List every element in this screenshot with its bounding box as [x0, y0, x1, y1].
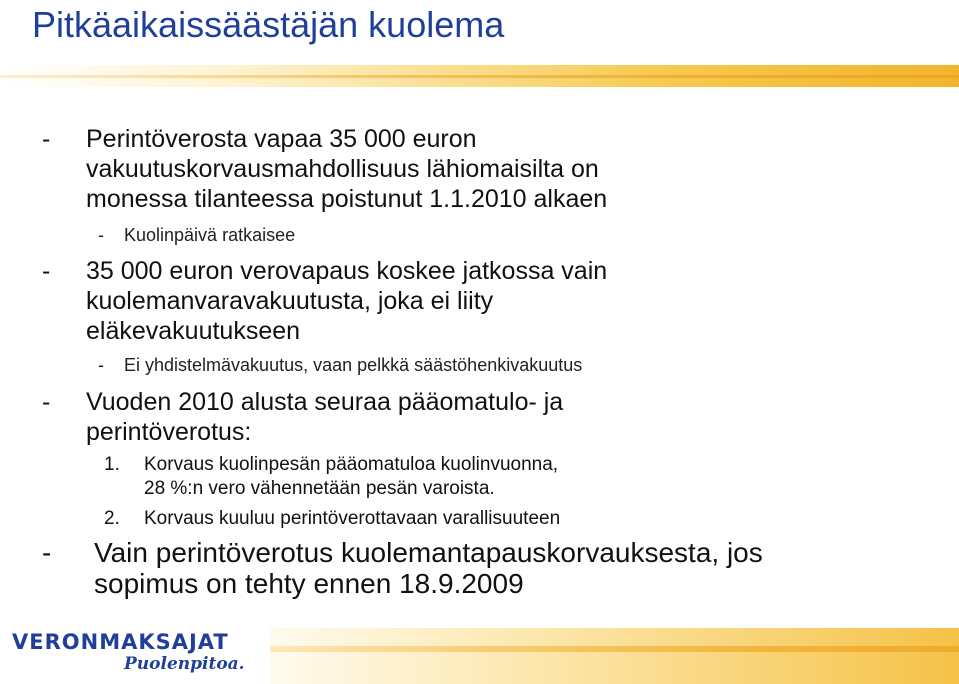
bullet-2-line-3: eläkevakuutukseen: [86, 317, 301, 345]
bullet-2-line-1: 35 000 euron verovapaus koskee jatkossa vain: [86, 257, 608, 285]
numbered-item-1-number: 1.: [104, 454, 120, 475]
numbered-item-2-line-1: Korvaus kuuluu perintöverottavaan varallisuuteen: [144, 508, 561, 529]
slide-title: Pitkäaikaissäästäjän kuolema: [32, 4, 505, 45]
bullet-3-line-2: perintöverotus:: [86, 418, 252, 446]
footer-stripe: [270, 628, 959, 684]
logo-tagline: Puolenpitoa.: [124, 654, 245, 674]
numbered-item-1-line-2: 28 %:n vero vähennetään pesän varoista.: [144, 478, 495, 499]
sub-bullet-dash: -: [98, 355, 104, 375]
veronmaksajat-logo: [12, 630, 262, 680]
bullet-3-line-1: Vuoden 2010 alusta seuraa pääomatulo- ja: [86, 388, 564, 416]
bullet-2-line-2: kuolemanvaravakuutusta, joka ei liity: [86, 287, 494, 315]
bullet-dash: -: [42, 537, 52, 568]
bullet-2-sub: Ei yhdistelmävakuutus, vaan pelkkä säästöhenkivakuutus: [124, 355, 583, 375]
bullet-1-line-1: Perintöverosta vapaa 35 000 euron: [86, 125, 477, 153]
logo-wordmark: VERONMAKSAJAT: [12, 630, 229, 654]
bullet-1-line-3: monessa tilanteessa poistunut 1.1.2010 alkaen: [86, 185, 608, 213]
numbered-item-1-line-1: Korvaus kuolinpesän pääomatuloa kuolinvuonna,: [144, 454, 559, 475]
title-underline-stripe: [0, 65, 959, 87]
bullet-dash: -: [42, 257, 51, 285]
bullet-4-line-1: Vain perintöverotus kuolemantapauskorvauksesta, jos: [94, 537, 763, 568]
numbered-item-2-number: 2.: [104, 508, 120, 529]
sub-bullet-dash: -: [98, 225, 104, 245]
bullet-1-sub: Kuolinpäivä ratkaisee: [124, 225, 296, 245]
bullet-dash: -: [42, 388, 51, 416]
bullet-4-line-2: sopimus on tehty ennen 18.9.2009: [94, 568, 524, 599]
bullet-dash: -: [42, 125, 51, 153]
bullet-1-line-2: vakuutuskorvausmahdollisuus lähiomaisilta on: [86, 155, 599, 183]
